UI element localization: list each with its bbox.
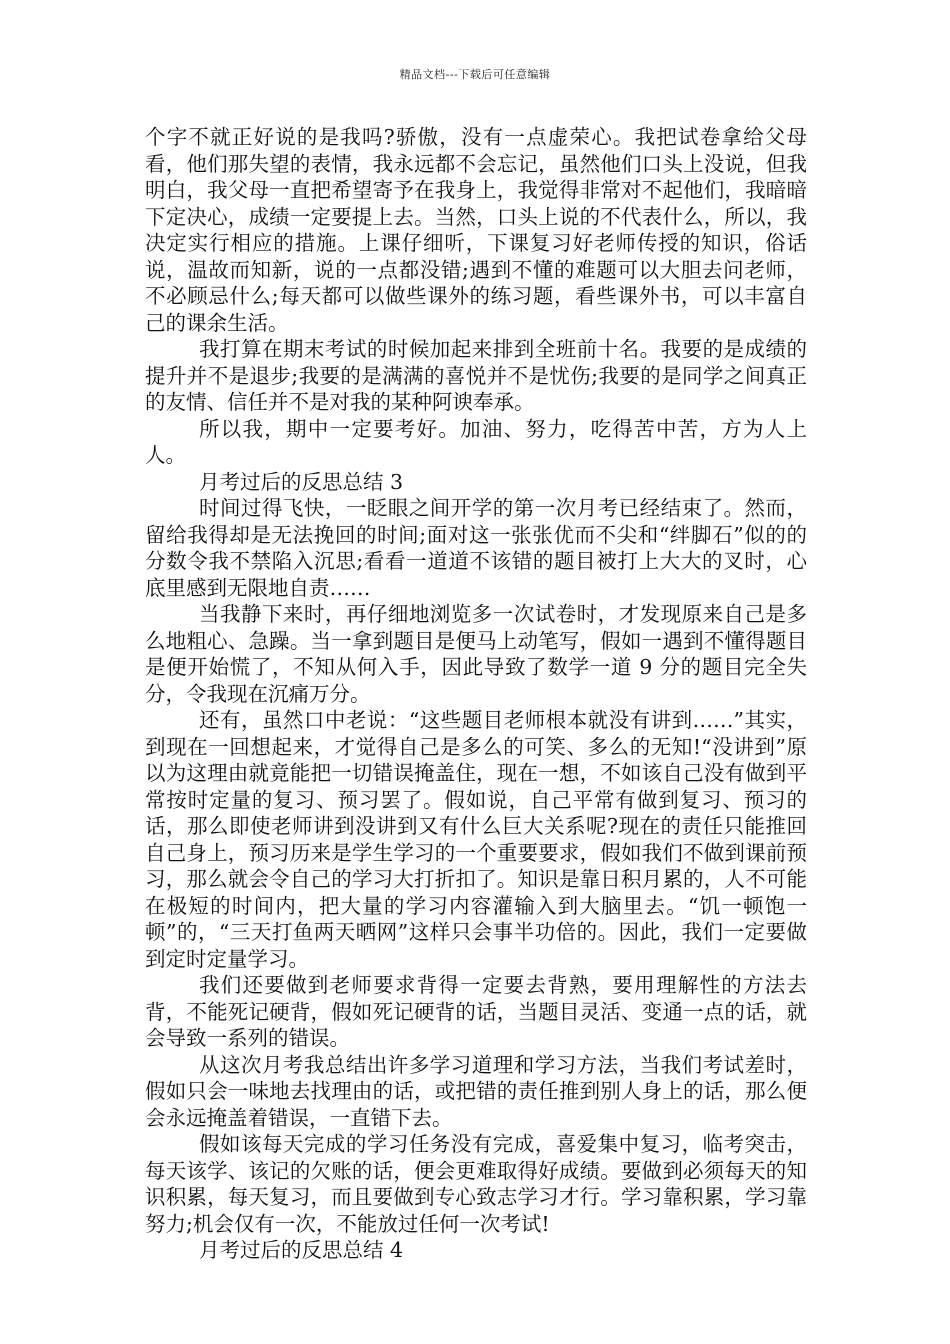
paragraph-8: 我们还要做到老师要求背得一定要去背熟，要用理解性的方法去背，不能死记硬背，假如死记硬背的话，当题目灵活、变通一点的话，就会导致一系列的错误。 — [145, 973, 807, 1050]
paragraph-5: 时间过得飞快，一眨眼之间开学的第一次月考已经结束了。然而，留给我得却是无法挽回的时间;面对这一张张优而不尖和“绊脚石”似的的分数令我不禁陷入沉思;看看一道道不该错的题目被打上大大的叉时，心底里感到无限地自责…… — [145, 496, 807, 600]
paragraph-10: 假如该每天完成的学习任务没有完成，喜爱集中复习，临考突击，每天该学、该记的欠账的话，便会更难取得好成绩。要做到必须每天的知识积累，每天复习，而且要做到专心致志学习才行。学习靠积累，学习靠努力;机会仅有一次，不能放过任何一次考试! — [145, 1132, 807, 1236]
page-header: 精品文档---下载后可任意编辑 — [399, 68, 551, 81]
paragraph-6: 当我静下来时，再仔细地浏览多一次试卷时，才发现原来自己是多么地粗心、急躁。当一拿到题目是便马上动笔写，假如一遇到不懂得题目是便开始慌了，不知从何入手，因此导致了数学一道 9 分的题目完全失分，令我现在沉痛万分。 — [145, 602, 807, 706]
section-heading-3: 月考过后的反思总结 3 — [199, 469, 404, 494]
section-heading-4: 月考过后的反思总结 4 — [199, 1238, 404, 1262]
paragraph-7: 还有，虽然口中老说：“这些题目老师根本就没有讲到……”其实，到现在一回想起来，才觉得自己是多么的可笑、多么的无知!“没讲到”原以为这理由就竟能把一切错误掩盖住，现在一想，不如该自己没有做到平常按时定量的复习、预习罢了。假如说，自己平常有做到复习、预习的话，那么即使老师讲到没讲到又有什么巨大关系呢?现在的责任只能推回自己身上，预习历来是学生学习的一个重要要求，假如我们不做到课前预习，那么就会令自己的学习大打折扣了。知识是靠日积月累的，人不可能在极短的时间内，把大量的学习内容灌输入到大脑里去。“饥一顿饱一顿”的，“三天打鱼两天晒网”这样只会事半功倍的。因此，我们一定要做到定时定量学习。 — [145, 708, 807, 971]
paragraph-3: 所以我，期中一定要考好。加油、努力，吃得苦中苦，方为人上人。 — [145, 416, 807, 467]
paragraph-9: 从这次月考我总结出许多学习道理和学习方法，当我们考试差时，假如只会一味地去找理由的话，或把错的责任推到别人身上的话，那么便会永远掩盖着错误，一直错下去。 — [145, 1052, 807, 1130]
paragraph-1: 个字不就正好说的是我吗?骄傲，没有一点虚荣心。我把试卷拿给父母看，他们那失望的表情，我永远都不会忘记，虽然他们口头上没说，但我明白，我父母一直把希望寄予在我身上，我觉得非常对不起他们，我暗暗下定决心，成绩一定要提上去。当然，口头上说的不代表什么，所以，我决定实行相应的措施。上课仔细听，下课复习好老师传授的知识，俗话说，温故而知新，说的一点都没错;遇到不懂的难题可以大胆去问老师，不必顾忌什么;每天都可以做些课外的练习题，看些课外书，可以丰富自己的课余生活。 — [145, 125, 807, 335]
document-body — [145, 124, 807, 1264]
paragraph-2: 我打算在期末考试的时候加起来排到全班前十名。我要的是成绩的提升并不是退步;我要的是满满的喜悦并不是忧伤;我要的是同学之间真正的友情、信任并不是对我的某种阿谀奉承。 — [145, 337, 807, 414]
